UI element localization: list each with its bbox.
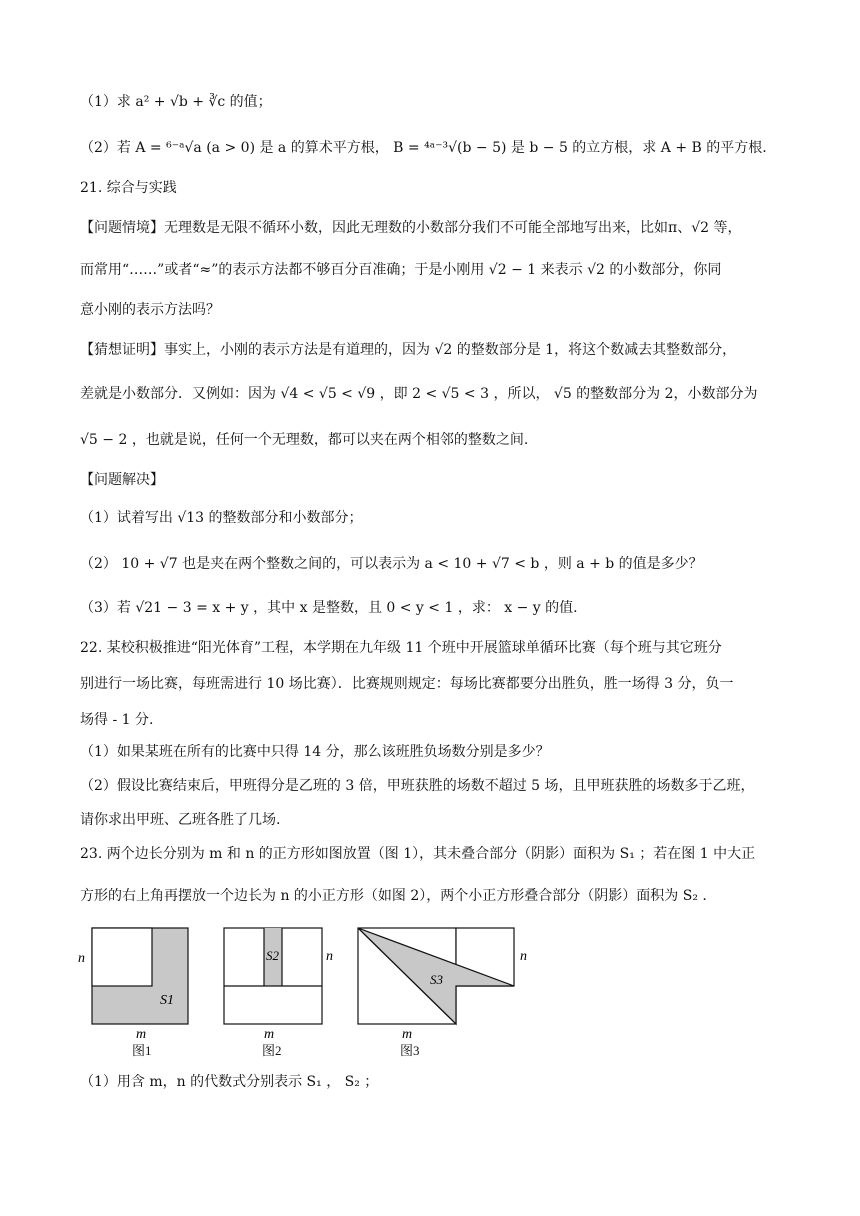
q22-part2-line2: 请你求出甲班、乙班各胜了几场.	[80, 812, 281, 828]
fig3-caption: 图3	[400, 1043, 420, 1058]
fig1-caption: 图1	[132, 1043, 152, 1058]
q21-solve-part1: （1）试着写出 √13 的整数部分和小数部分；	[80, 510, 363, 526]
q21-proof-line3: √5 − 2 ，也就是说，任何一个无理数，都可以夹在两个相邻的整数之间.	[80, 432, 529, 448]
q21-solve-part2: （2） 10 + √7 也是夹在两个整数之间的，可以表示为 a < 10 + √7 < b ，则 a + b 的值是多少？	[80, 556, 703, 572]
q22-line2: 别进行一场比赛，每班需进行 10 场比赛）．比赛规则规定：每场比赛都要分出胜负，胜一场得 3 分，负一	[80, 676, 734, 692]
q22-line3: 场得 - 1 分.	[80, 712, 154, 728]
q22-part2-line1: （2）假设比赛结束后，甲班得分是乙班的 3 倍，甲班获胜的场数不超过 5 场，且甲班获胜的场数多于乙班，	[80, 778, 755, 794]
q22-line1: 22. 某校积极推进“阳光体育”工程，本学期在九年级 11 个班中开展篮球单循环比赛（每个班与其它班分	[80, 640, 722, 656]
fig2-label-n: n	[326, 949, 333, 964]
fig1-label-m: m	[136, 1027, 147, 1042]
q21-title: 21. 综合与实践	[80, 180, 177, 196]
fig1-label-n: n	[78, 951, 85, 966]
q23-part1: （1）用含 m，n 的代数式分别表示 S₁ ， S₂ ；	[80, 1074, 379, 1090]
q21-proof-line2: 差就是小数部分．又例如：因为 √4 < √5 < √9 ，即 2 < √5 < 3 ，所以， √5 的整数部分为 2，小数部分为	[80, 386, 758, 402]
q21-situation-line1: 【问题情境】无理数是无限不循环小数，因此无理数的小数部分我们不可能全部地写出来，比如π、√2 等，	[80, 220, 742, 236]
fig1-small-square	[92, 928, 152, 986]
q21-situation-line3: 意小刚的表示方法吗？	[80, 302, 220, 318]
fig1-label-s1: S1	[160, 993, 174, 1008]
fig2-label-s2: S2	[266, 948, 279, 963]
q21-solve-part3: （3）若 √21 − 3 = x + y ，其中 x 是整数，且 0 < y < 1 ，求： x − y 的值.	[80, 600, 578, 616]
q20-part1: （1）求 a² + √b + ∛c 的值；	[80, 94, 272, 110]
q21-proof-line1: 【猜想证明】事实上，小刚的表示方法是有道理的，因为 √2 的整数部分是 1，将这个数减去其整数部分，	[80, 342, 737, 358]
q21-situation-line2: 而常用“……”或者“≈”的表示方法都不够百分百准确；于是小刚用 √2 − 1 来表示 √2 的小数部分，你同	[80, 262, 722, 278]
fig3-label-n: n	[520, 949, 527, 964]
q21-solve-title: 【问题解决】	[80, 472, 164, 488]
fig3-label-s3: S3	[430, 972, 443, 987]
q23-line1: 23. 两个边长分别为 m 和 n 的正方形如图放置（图 1），其未叠合部分（阴影）面积为 S₁ ；若在图 1 中大正	[80, 846, 756, 862]
q22-part1: （1）如果某班在所有的比赛中只得 14 分，那么该班胜负场数分别是多少？	[80, 744, 550, 760]
q23-line2: 方形的右上角再摆放一个边长为 n 的小正方形（如图 2），两个小正方形叠合部分（阴影）面积为 S₂ .	[80, 888, 707, 904]
fig2-caption: 图2	[262, 1043, 282, 1058]
fig3-label-m: m	[402, 1027, 413, 1042]
fig2-label-m: m	[264, 1027, 275, 1042]
figure-3	[352, 924, 542, 1064]
q20-part2: （2）若 A = ⁶⁻ᵃ√a (a > 0) 是 a 的算术平方根， B = ⁴ᵃ⁻³√(b − 5) 是 b − 5 的立方根，求 A + B 的平方根.	[80, 140, 767, 156]
